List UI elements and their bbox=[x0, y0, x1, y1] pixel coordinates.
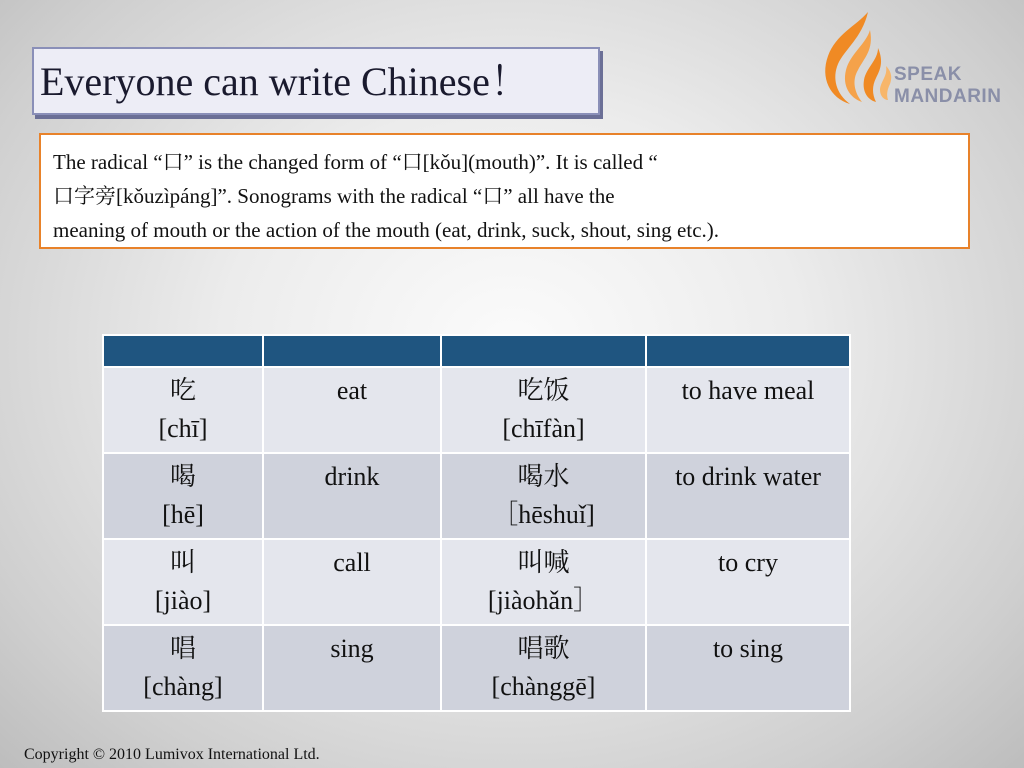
meaning-cell: sing bbox=[263, 625, 441, 711]
character-cell bbox=[103, 625, 263, 711]
word-pinyin: [jiàohǎn］ bbox=[487, 586, 600, 615]
character: 吃 bbox=[169, 376, 196, 405]
character: 唱 bbox=[169, 634, 196, 663]
character-pinyin: [jiào] bbox=[154, 586, 212, 615]
word: 吃饭 bbox=[517, 376, 570, 405]
radical-description bbox=[39, 133, 970, 249]
character-cell bbox=[103, 367, 263, 453]
table-row bbox=[103, 367, 850, 453]
word-pinyin: [chànggē] bbox=[491, 672, 596, 701]
translation-cell: to have meal bbox=[646, 367, 850, 453]
character-cell bbox=[103, 453, 263, 539]
character: 叫 bbox=[169, 548, 196, 577]
vocabulary-table bbox=[102, 334, 851, 712]
character-pinyin: [hē] bbox=[162, 500, 204, 529]
meaning-cell: call bbox=[263, 539, 441, 625]
description-line-1: The radical “口” is the changed form of “口[kǒu](mouth)”. It is called “ bbox=[53, 150, 658, 174]
translation-cell: to sing bbox=[646, 625, 850, 711]
copyright-notice: Copyright © 2010 Lumivox International Ltd. bbox=[24, 746, 320, 763]
table-header-row bbox=[103, 335, 850, 367]
translation-cell: to cry bbox=[646, 539, 850, 625]
flame-icon bbox=[806, 8, 896, 108]
word-pinyin: ［hēshuǐ] bbox=[492, 500, 595, 529]
logo-line-mandarin: MANDARIN bbox=[894, 86, 1002, 107]
slide-title: Everyone can write Chinese！ bbox=[40, 59, 530, 104]
table-header-cell bbox=[263, 335, 441, 367]
word-cell bbox=[441, 625, 646, 711]
word: 唱歌 bbox=[517, 634, 570, 663]
word-cell bbox=[441, 367, 646, 453]
title-box bbox=[32, 47, 600, 115]
logo-line-speak: SPEAK bbox=[894, 64, 962, 85]
meaning-cell: eat bbox=[263, 367, 441, 453]
table-row bbox=[103, 625, 850, 711]
table-row bbox=[103, 539, 850, 625]
table-header-cell bbox=[441, 335, 646, 367]
translation-cell: to drink water bbox=[646, 453, 850, 539]
word-pinyin: [chīfàn] bbox=[502, 414, 585, 443]
speak-mandarin-logo bbox=[806, 8, 1016, 128]
description-line-3: meaning of mouth or the action of the mouth (eat, drink, suck, shout, sing etc.). bbox=[53, 218, 720, 242]
character: 喝 bbox=[169, 462, 196, 491]
character-pinyin: [chī] bbox=[158, 414, 208, 443]
meaning-cell: drink bbox=[263, 453, 441, 539]
table-header-cell bbox=[103, 335, 263, 367]
character-pinyin: [chàng] bbox=[143, 672, 223, 701]
table-header-cell bbox=[646, 335, 850, 367]
word: 叫喊 bbox=[517, 548, 570, 577]
character-cell bbox=[103, 539, 263, 625]
word: 喝水 bbox=[517, 462, 570, 491]
word-cell bbox=[441, 453, 646, 539]
table-row bbox=[103, 453, 850, 539]
word-cell bbox=[441, 539, 646, 625]
description-line-2: 口字旁[kǒuzìpáng]”. Sonograms with the radical “口” all have the bbox=[53, 184, 615, 208]
